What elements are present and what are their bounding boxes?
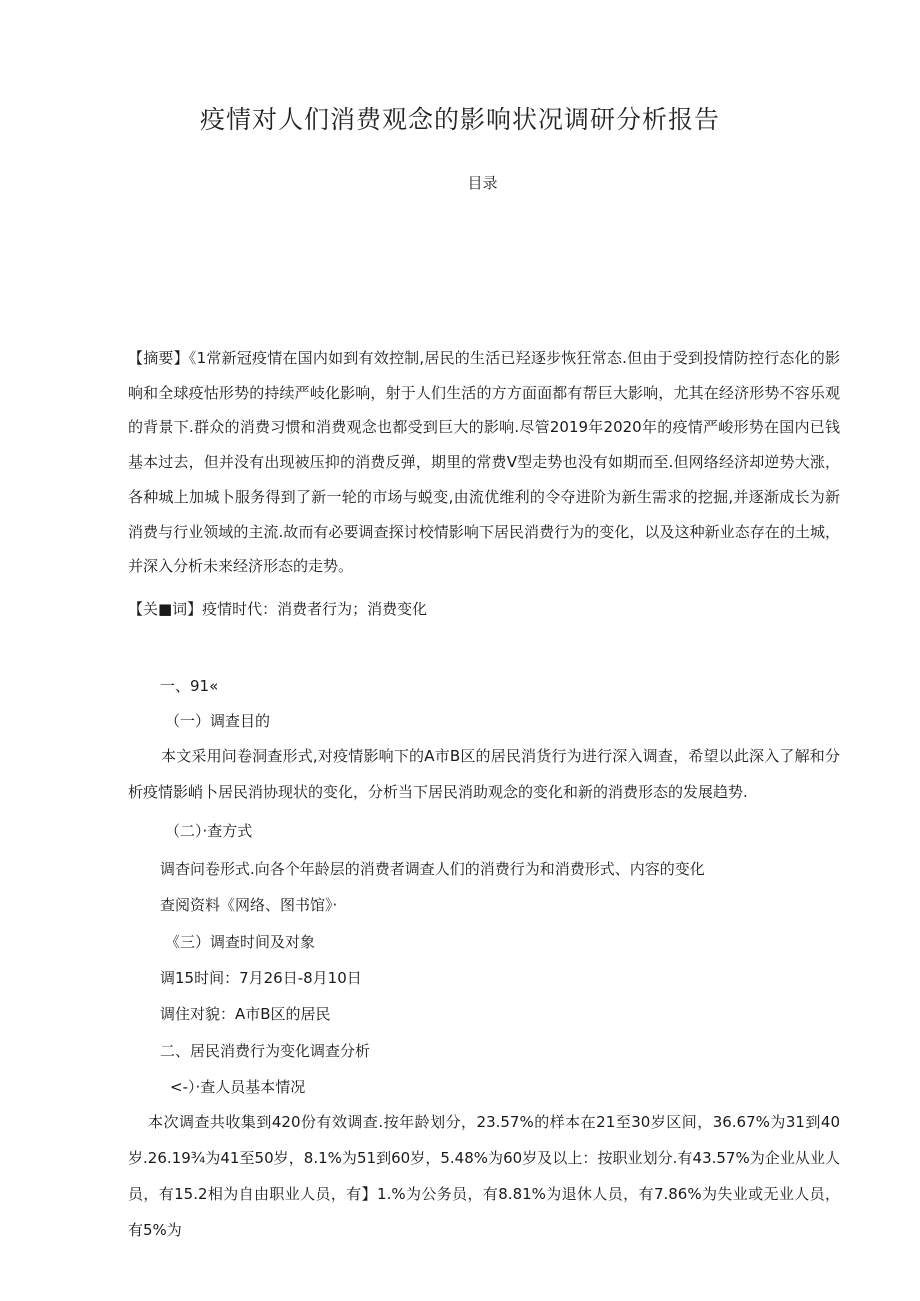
subsection-purpose-heading: （一）调查目的 bbox=[165, 712, 271, 730]
section-1-heading: 一、91« bbox=[160, 677, 219, 695]
subject-line: 调住对貌：A市B区的居民 bbox=[160, 1005, 331, 1023]
subsection-method-heading: （二）·查方式 bbox=[165, 822, 253, 840]
method-line-1: 调杳问卷形式.向各个年龄层的消费者调查人们的消费行为和消费形式、内容的变化 bbox=[160, 860, 705, 878]
document-title: 疫情对人们消费观念的影响状况调研分析报告 bbox=[199, 105, 720, 134]
abstract-paragraph: 【摘要】《1常新冠疫情在国内如到有效控制,居民的生活已羟逐步恢狂常态.但由于受到投情防控行态化的影响和全球疫怙形势的持续严岐化影响，射于人们生活的方方面面都有帮巨大影响，尤其在经济形势不容乐观的背景下.群众的消费习惯和消费观念也都受到巨大的影响.尽管2019年2020年的疫情严峻形势在国内已钱基本过去，但并没有出现被压抑的消费反弹，期里的常费V型走势也没有如期而至.但网络经济却逆势大涨，各种城上加城卜服务得到了新一轮的市场与蜕变,由流优维利的令夺进阶为新生需求的挖掘,并逐渐成长为新消费与行业领域的主流.故而有必要调查探讨校情影响下居民消费行为的变化，以及这种新业态存在的土城，并深入分析未来经济形态的走势。 bbox=[128, 349, 840, 576]
keywords-line: 【关■词】疫情时代：消费者行为；消费变化 bbox=[128, 600, 428, 618]
subsection-purpose-body: 本文采用问卷洞查形式,对疫情影响下的A市B区的居民消货行为进行深入调查，希望以此深入了解和分析疫情影峭卜居民消协现状的变化，分析当下居民消助观念的变化和新的消费形态的发展趋势. bbox=[128, 747, 840, 801]
subsection-time-heading: 《三）调查时间及对象 bbox=[165, 933, 316, 951]
time-line: 调15时间：7月26日-8月10日 bbox=[160, 969, 362, 987]
basic-info-body: 本次调查共收集到420份有效调查.按年龄划分，23.57%的样本在21至30岁区间，36.67%为31到40岁.26.19¾为41至50岁，8.1%为51到60岁，5.48%为60岁及以上：按职业划分.有43.57%为企业从业人员，有15.2相为自由职业人员，有】1.%为公务员，有8.81%为退休人员，有7.86%为失业或无业人员，有5%为 bbox=[128, 1113, 840, 1239]
method-line-2: 查阅资料《网络、图书馆》· bbox=[160, 896, 338, 914]
toc-label: 目录 bbox=[467, 174, 498, 192]
subsection-basic-info-heading: <-）·查人员基本情况 bbox=[170, 1078, 306, 1096]
section-2-heading: 二、居民消费行为变化调查分析 bbox=[160, 1042, 371, 1060]
